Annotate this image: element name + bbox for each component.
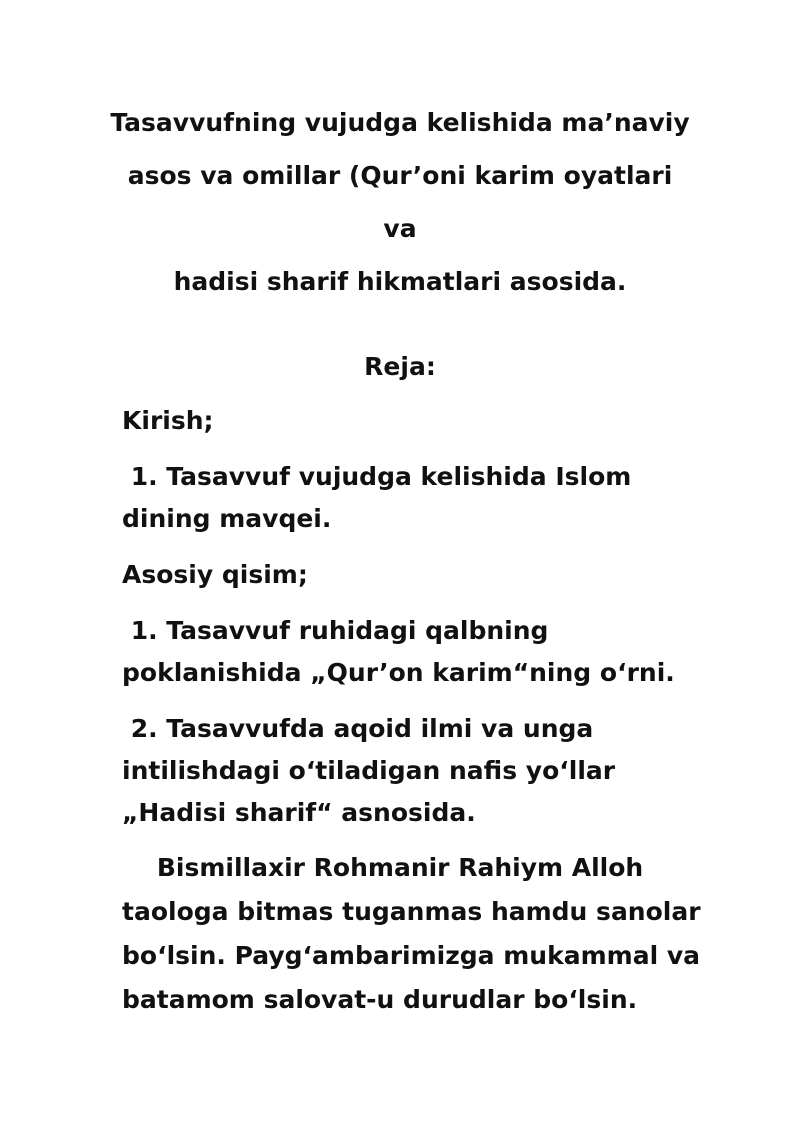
document-title — [110, 96, 690, 308]
main-item-line: 1. Tasavvuf ruhidagi qalbning — [122, 616, 549, 645]
main-item-line: intilishdagi o‘tiladigan nafis yo‘llar — [122, 756, 616, 785]
main-item-line: 2. Tasavvufda aqoid ilmi va unga — [122, 714, 594, 743]
body-paragraph-line: batamom salovat-u durudlar bo‘lsin. — [122, 985, 638, 1014]
body-paragraph-line: Bismillaxir Rohmanir Rahiym Alloh — [122, 853, 644, 882]
title-line: hadisi sharif hikmatlari asosida. — [173, 267, 627, 296]
plan-heading: Reja: — [364, 352, 436, 381]
body-paragraph-line: taologa bitmas tuganmas hamdu sanolar — [122, 897, 701, 926]
main-heading: Asosiy qisim; — [122, 560, 308, 589]
intro-heading: Kirish; — [122, 406, 214, 435]
main-item-line: „Hadisi sharif“ asnosida. — [122, 798, 476, 827]
title-line: asos va omillar (Qur’oni karim oyatlari va — [127, 161, 673, 243]
title-line: Tasavvufning vujudga kelishida ma’naviy — [110, 108, 690, 137]
intro-item-line: 1. Tasavvuf vujudga kelishida Islom — [122, 462, 632, 491]
body-paragraph-line: bo‘lsin. Payg‘ambarimizga mukammal va — [122, 941, 701, 970]
main-item-line: poklanishida „Qur’on karim“ning o‘rni. — [122, 658, 675, 687]
intro-item-line: dining mavqei. — [122, 504, 332, 533]
